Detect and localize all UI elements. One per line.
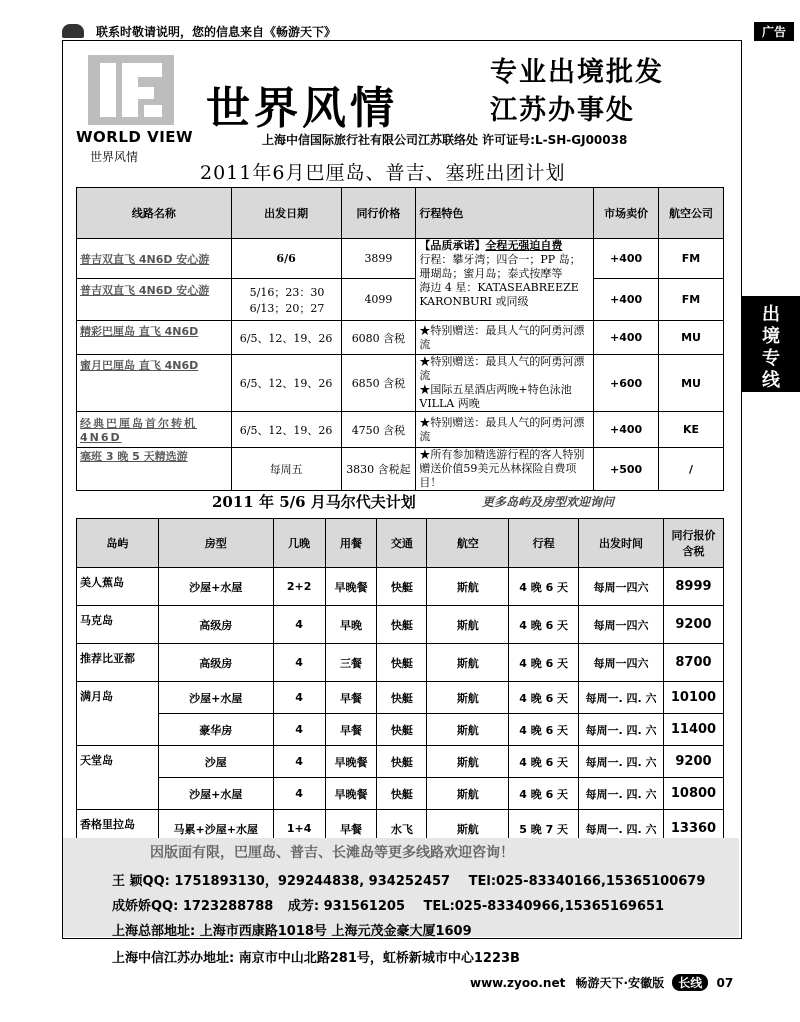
room-type: 沙屋+水屋 bbox=[158, 778, 273, 810]
itinerary: 4 晚 6 天 bbox=[509, 714, 579, 746]
transport: 快艇 bbox=[377, 606, 427, 644]
table-row bbox=[77, 644, 724, 682]
airline: 斯航 bbox=[427, 606, 509, 644]
airline: FM bbox=[659, 239, 724, 279]
meal: 三餐 bbox=[325, 644, 377, 682]
airline: MU bbox=[659, 321, 724, 355]
departure: 每周一. 四. 六 bbox=[579, 746, 664, 778]
table-row bbox=[77, 778, 724, 810]
footer-url[interactable]: www.zyoo.net bbox=[470, 976, 566, 990]
promise-label: 【品质承诺】 bbox=[419, 239, 486, 252]
quote-label: 同行报价 bbox=[671, 529, 716, 542]
side-tab-char: 出 bbox=[762, 304, 780, 325]
route-price: 6080 含税 bbox=[341, 321, 416, 355]
transport: 快艇 bbox=[377, 714, 427, 746]
departure: 每周一四六 bbox=[579, 644, 664, 682]
plan-header: 航空公司 bbox=[659, 188, 724, 239]
route-date: 6/6 bbox=[231, 239, 341, 279]
footer-section-pill: 长线 bbox=[672, 974, 708, 991]
room-type: 高级房 bbox=[158, 606, 273, 644]
company-info: 上海中信国际旅行社有限公司江苏联络处 许可证号:L-SH-GJ00038 bbox=[262, 133, 628, 147]
departure: 每周一. 四. 六 bbox=[579, 810, 664, 848]
maldives-header: 房型 bbox=[158, 519, 273, 568]
table-row bbox=[77, 412, 724, 448]
route-price: 4750 含税 bbox=[341, 412, 416, 448]
market-price: +400 bbox=[594, 321, 659, 355]
route-price: 4099 bbox=[341, 279, 416, 321]
table-row bbox=[77, 606, 724, 644]
brand-title: 世界风情 bbox=[206, 83, 398, 134]
airline: 斯航 bbox=[427, 778, 509, 810]
airline: 斯航 bbox=[427, 568, 509, 606]
itinerary: 4 晚 6 天 bbox=[509, 568, 579, 606]
airline: / bbox=[659, 448, 724, 491]
departure: 每周一四六 bbox=[579, 606, 664, 644]
route-date: 5/16；23：30 6/13；20；27 bbox=[231, 279, 341, 321]
meal: 早餐 bbox=[325, 682, 377, 714]
address-value: 南京市中山北路281号，虹桥新城市中心1223B bbox=[238, 951, 520, 966]
itinerary: 4 晚 6 天 bbox=[509, 778, 579, 810]
contact-name: 成娇娇QQ: bbox=[112, 899, 179, 914]
route-price: 3830 含税起 bbox=[341, 448, 416, 491]
side-tab-char: 境 bbox=[762, 326, 780, 347]
brand-cn-small: 世界风情 bbox=[90, 150, 139, 164]
plan-header: 同行价格 bbox=[341, 188, 416, 239]
route-feature: ★特别赠送：最具人气的阿勇河漂流 bbox=[416, 321, 594, 355]
promise-strong: 全程无强迫自费 bbox=[485, 239, 563, 252]
nights: 4 bbox=[273, 778, 325, 810]
top-notice: 联系时敬请说明，您的信息来自《畅游天下》 bbox=[96, 25, 337, 39]
ad-label: 广告 bbox=[754, 22, 794, 41]
route-name[interactable]: 经典巴厘岛首尔转机 4N6D bbox=[77, 412, 232, 448]
airline: MU bbox=[659, 355, 724, 412]
nights: 4 bbox=[273, 714, 325, 746]
table-row bbox=[77, 321, 724, 355]
route-date: 每周五 bbox=[231, 448, 341, 491]
side-tab bbox=[742, 296, 800, 392]
route-name[interactable]: 普吉双直飞 4N6D 安心游 bbox=[77, 239, 232, 279]
airline: 斯航 bbox=[427, 682, 509, 714]
transport: 快艇 bbox=[377, 568, 427, 606]
transport: 快艇 bbox=[377, 682, 427, 714]
table-row bbox=[77, 239, 724, 279]
route-feature: ★所有参加精选游行程的客人特别赠送价值59美元丛林探险自费项目！ bbox=[416, 448, 594, 491]
maldives-table bbox=[76, 518, 724, 848]
feature-detail: 行程：攀牙湾；四合一；PP 岛；珊瑚岛；蜜月岛；泰式按摩等 海边 4 星：KATASEABREEZE KARONBURI 或同级 bbox=[419, 253, 581, 308]
meal: 早晚餐 bbox=[325, 568, 377, 606]
nights: 4 bbox=[273, 746, 325, 778]
route-date: 6/5、12、19、26 bbox=[231, 321, 341, 355]
quote-price: 10800 bbox=[663, 778, 723, 810]
quote-price: 10100 bbox=[663, 682, 723, 714]
route-name[interactable]: 塞班 3 晚 5 天精选游 bbox=[77, 448, 232, 491]
contact-qq[interactable]: 1723288788 bbox=[182, 899, 274, 914]
maldives-header: 航空 bbox=[427, 519, 509, 568]
table-row bbox=[77, 355, 724, 412]
meal: 早晚餐 bbox=[325, 746, 377, 778]
table-row bbox=[77, 746, 724, 778]
magazine-logo-icon bbox=[62, 24, 84, 38]
nights: 4 bbox=[273, 644, 325, 682]
departure: 每周一. 四. 六 bbox=[579, 778, 664, 810]
itinerary: 4 晚 6 天 bbox=[509, 606, 579, 644]
market-price: +600 bbox=[594, 355, 659, 412]
table-row bbox=[77, 448, 724, 491]
contact-name: 王 颖QQ: bbox=[112, 874, 170, 889]
quote-price: 13360 bbox=[663, 810, 723, 848]
slogan-1: 专业出境批发 bbox=[490, 57, 664, 88]
plan-table bbox=[76, 187, 724, 491]
phuket-feature bbox=[416, 239, 594, 321]
address-value: 上海市西康路1018号 上海元茂金豪大厦1609 bbox=[199, 924, 472, 939]
table-row bbox=[77, 279, 724, 321]
meal: 早晚 bbox=[325, 606, 377, 644]
top-bar bbox=[58, 22, 798, 40]
address-label: 上海中信江苏办地址: bbox=[112, 951, 235, 966]
meal: 早晚餐 bbox=[325, 778, 377, 810]
quote-price: 11400 bbox=[663, 714, 723, 746]
plan-title: 2011年6月巴厘岛、普吉、塞班出团计划 bbox=[200, 162, 566, 184]
market-price: +400 bbox=[594, 279, 659, 321]
departure: 每周一. 四. 六 bbox=[579, 714, 664, 746]
transport: 水飞 bbox=[377, 810, 427, 848]
transport: 快艇 bbox=[377, 746, 427, 778]
maldives-header bbox=[663, 519, 723, 568]
contact-qq[interactable]: 1751893130，929244838, 934252457 bbox=[174, 874, 451, 889]
contact-notice: 因版面有限，巴厘岛、普吉、长滩岛等更多线路欢迎咨询！ bbox=[150, 845, 514, 861]
room-type: 沙屋+水屋 bbox=[158, 682, 273, 714]
slogan-2: 江苏办事处 bbox=[490, 95, 635, 126]
address-label: 上海总部地址: bbox=[112, 924, 196, 939]
nights: 1+4 bbox=[273, 810, 325, 848]
plan-header: 行程特色 bbox=[416, 188, 594, 239]
room-type: 沙屋 bbox=[158, 746, 273, 778]
market-price: +500 bbox=[594, 448, 659, 491]
island-name: 美人蕉岛 bbox=[77, 568, 159, 606]
room-type: 沙屋+水屋 bbox=[158, 568, 273, 606]
contact-qq[interactable]: 931561205 bbox=[323, 899, 405, 914]
itinerary: 4 晚 6 天 bbox=[509, 644, 579, 682]
table-row bbox=[77, 568, 724, 606]
route-name[interactable]: 精彩巴厘岛 直飞 4N6D bbox=[77, 321, 232, 355]
island-name: 马克岛 bbox=[77, 606, 159, 644]
island-name: 推荐比亚都 bbox=[77, 644, 159, 682]
meal: 早餐 bbox=[325, 810, 377, 848]
meal: 早餐 bbox=[325, 714, 377, 746]
route-feature: ★特别赠送：最具人气的阿勇河漂流 bbox=[416, 412, 594, 448]
room-type: 高级房 bbox=[158, 644, 273, 682]
maldives-subtitle: 更多岛屿及房型欢迎询问 bbox=[482, 495, 615, 509]
route-feature: ★特别赠送：最具人气的阿勇河漂流 ★国际五星酒店两晚+特色泳池VILLA 两晚 bbox=[416, 355, 594, 412]
nights: 2+2 bbox=[273, 568, 325, 606]
route-date: 6/5、12、19、26 bbox=[231, 355, 341, 412]
nights: 4 bbox=[273, 682, 325, 714]
quote-price: 8999 bbox=[663, 568, 723, 606]
airline: 斯航 bbox=[427, 644, 509, 682]
page-number: 07 bbox=[716, 976, 734, 990]
room-type: 豪华房 bbox=[158, 714, 273, 746]
plan-header: 市场卖价 bbox=[594, 188, 659, 239]
transport: 快艇 bbox=[377, 778, 427, 810]
route-price: 3899 bbox=[341, 239, 416, 279]
maldives-header: 行程 bbox=[509, 519, 579, 568]
maldives-header: 几晚 bbox=[273, 519, 325, 568]
contact-line-1 bbox=[112, 870, 705, 889]
footer bbox=[470, 974, 733, 991]
address-hq bbox=[112, 920, 472, 939]
maldives-title: 2011 年 5/6 月马尔代夫计划 bbox=[212, 493, 416, 511]
itinerary: 4 晚 6 天 bbox=[509, 682, 579, 714]
quote-price: 8700 bbox=[663, 644, 723, 682]
itinerary: 4 晚 6 天 bbox=[509, 746, 579, 778]
contact-name: 成芳: bbox=[287, 899, 320, 914]
table-row bbox=[77, 714, 724, 746]
quote-price: 9200 bbox=[663, 746, 723, 778]
contact-tel[interactable]: TEL:025-83340966,15365169651 bbox=[423, 899, 665, 914]
side-tab-char: 专 bbox=[762, 348, 780, 369]
address-jiangsu bbox=[112, 947, 520, 966]
island-name: 天堂岛 bbox=[77, 746, 159, 810]
market-price: +400 bbox=[594, 412, 659, 448]
island-name: 满月岛 bbox=[77, 682, 159, 746]
market-price: +400 bbox=[594, 239, 659, 279]
quote-price: 9200 bbox=[663, 606, 723, 644]
departure: 每周一. 四. 六 bbox=[579, 682, 664, 714]
maldives-header: 出发时间 bbox=[579, 519, 664, 568]
brand-en: WORLD VIEW bbox=[76, 128, 194, 146]
world-view-logo-icon bbox=[88, 55, 174, 125]
contact-line-2 bbox=[112, 895, 664, 914]
itinerary: 5 晚 7 天 bbox=[509, 810, 579, 848]
airline: FM bbox=[659, 279, 724, 321]
island-name: 香格里拉岛 bbox=[77, 810, 159, 848]
plan-header: 出发日期 bbox=[231, 188, 341, 239]
maldives-header: 用餐 bbox=[325, 519, 377, 568]
nights: 4 bbox=[273, 606, 325, 644]
tax-label: 含税 bbox=[682, 545, 705, 558]
room-type: 马累+沙屋+水屋 bbox=[158, 810, 273, 848]
maldives-header: 岛屿 bbox=[77, 519, 159, 568]
airline: 斯航 bbox=[427, 746, 509, 778]
contact-tel[interactable]: TEl:025-83340166,15365100679 bbox=[468, 874, 706, 889]
table-row bbox=[77, 682, 724, 714]
footer-magazine: 畅游天下·安徽版 bbox=[575, 976, 665, 990]
airline: 斯航 bbox=[427, 714, 509, 746]
departure: 每周一四六 bbox=[579, 568, 664, 606]
route-price: 6850 含税 bbox=[341, 355, 416, 412]
plan-header: 线路名称 bbox=[77, 188, 232, 239]
maldives-header: 交通 bbox=[377, 519, 427, 568]
route-date: 6/5、12、19、26 bbox=[231, 412, 341, 448]
side-tab-char: 线 bbox=[762, 370, 780, 391]
airline: KE bbox=[659, 412, 724, 448]
route-name[interactable]: 普吉双直飞 4N6D 安心游 bbox=[77, 279, 232, 321]
airline: 斯航 bbox=[427, 810, 509, 848]
route-name[interactable]: 蜜月巴厘岛 直飞 4N6D bbox=[77, 355, 232, 412]
transport: 快艇 bbox=[377, 644, 427, 682]
